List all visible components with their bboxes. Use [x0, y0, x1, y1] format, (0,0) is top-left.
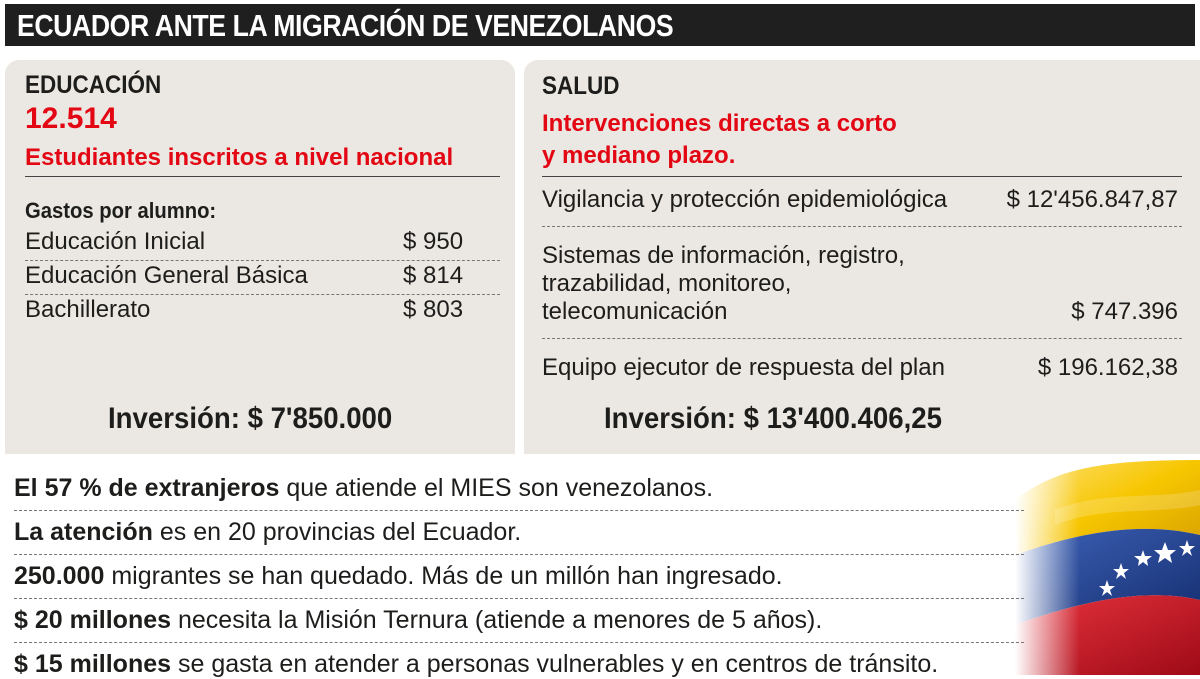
health-row-label: Vigilancia y protección epidemiológica	[542, 186, 948, 213]
student-count: 12.514	[25, 102, 117, 135]
education-row-label: Educación Inicial	[25, 228, 206, 255]
row-separator	[14, 598, 1024, 599]
fact-bold: La atención	[14, 518, 153, 546]
row-separator	[25, 294, 500, 295]
fact-bold: 250.000	[14, 562, 105, 590]
fact-item	[14, 606, 822, 635]
health-investment: Inversión: $ 13'400.406,25	[604, 402, 942, 435]
health-row-label-line: telecomunicación	[542, 298, 728, 325]
fact-text: migrantes se han quedado. Más de un millón han ingresado.	[104, 562, 783, 590]
education-heading: EDUCACIÓN	[25, 71, 162, 99]
fact-bold: El 57 % de extranjeros	[14, 474, 280, 502]
education-row-value: $ 814	[403, 262, 464, 289]
page-title: ECUADOR ANTE LA MIGRACIÓN DE VENEZOLANOS	[17, 8, 674, 43]
venezuela-flag-image	[1015, 460, 1200, 675]
health-subtitle-line2: y mediano plazo.	[542, 142, 736, 169]
education-row-value: $ 803	[403, 296, 464, 323]
education-investment: Inversión: $ 7'850.000	[108, 402, 393, 435]
title-bar	[5, 4, 1195, 46]
education-row-label: Bachillerato	[25, 296, 151, 323]
health-row-label-line: Sistemas de información, registro,	[542, 242, 905, 269]
fact-bold: $ 15 millones	[14, 650, 172, 678]
education-panel	[5, 60, 515, 454]
health-row-label-line: trazabilidad, monitoreo,	[542, 270, 792, 297]
health-heading: SALUD	[542, 72, 620, 100]
fact-text: es en 20 provincias del Ecuador.	[152, 518, 522, 546]
fact-item	[14, 474, 713, 503]
row-separator	[542, 338, 1182, 339]
gastos-heading: Gastos por alumno:	[25, 198, 217, 223]
row-separator	[25, 260, 500, 261]
education-row-value: $ 950	[403, 228, 464, 255]
education-divider	[25, 176, 500, 177]
flag-icon	[1015, 460, 1200, 675]
row-separator	[14, 510, 1024, 511]
fact-item	[14, 518, 521, 547]
health-subtitle-line1: Intervenciones directas a corto	[542, 110, 897, 137]
fact-text: que atiende el MIES son venezolanos.	[279, 474, 714, 502]
health-row-value: $ 12'456.847,87	[1006, 186, 1178, 213]
health-divider	[542, 176, 1182, 177]
fact-bold: $ 20 millones	[14, 606, 172, 634]
row-separator	[14, 554, 1024, 555]
health-row-value: $ 747.396	[1071, 298, 1178, 325]
health-row-label: Equipo ejecutor de respuesta del plan	[542, 354, 945, 381]
row-separator	[14, 642, 1024, 643]
health-row-value: $ 196.162,38	[1037, 354, 1178, 381]
fact-text: necesita la Misión Ternura (atiende a menores de 5 años).	[171, 606, 823, 634]
row-separator	[542, 226, 1182, 227]
education-row-label: Educación General Básica	[25, 262, 308, 289]
fact-text: se gasta en atender a personas vulnerables y en centros de tránsito.	[171, 650, 939, 678]
fact-item	[14, 562, 783, 591]
health-panel	[524, 60, 1200, 454]
student-count-label: Estudiantes inscritos a nivel nacional	[25, 144, 454, 171]
